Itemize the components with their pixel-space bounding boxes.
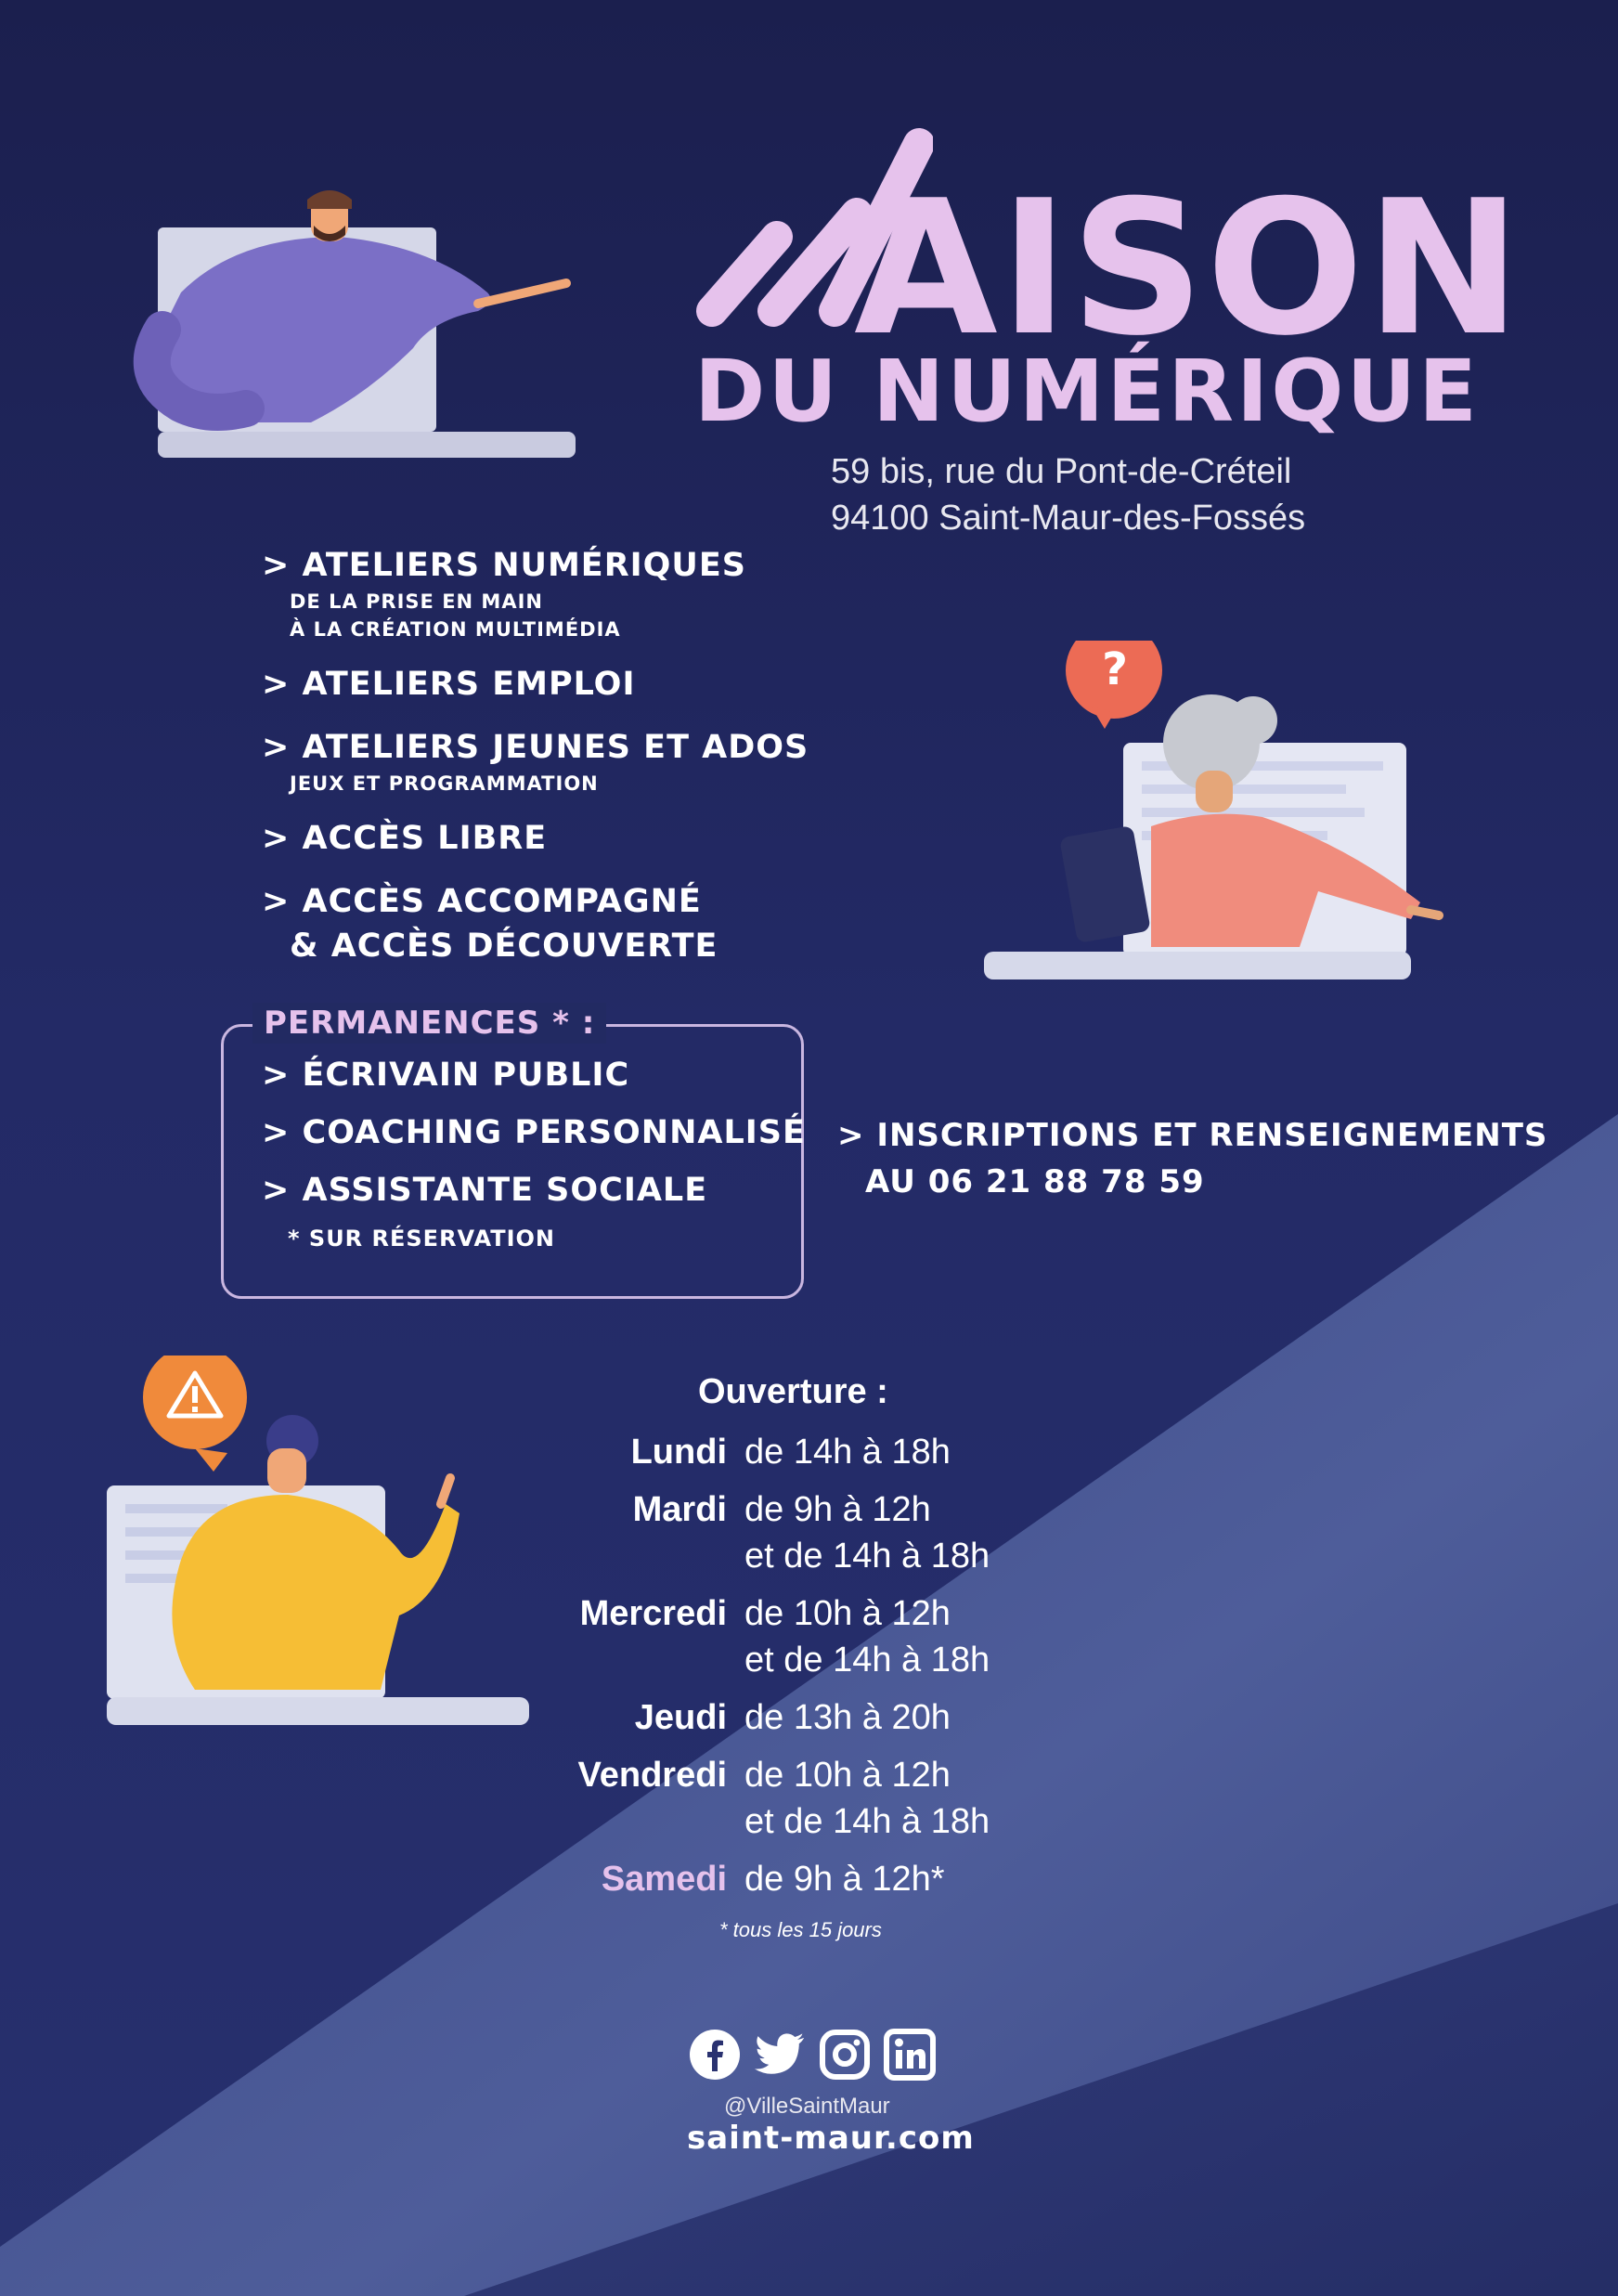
- day-jeudi: Jeudi: [634, 1698, 727, 1737]
- linkedin-icon[interactable]: [884, 2029, 936, 2081]
- services-list: [262, 543, 912, 968]
- inscriptions-line-1: > INSCRIPTIONS ET RENSEIGNEMENTS: [837, 1117, 1548, 1154]
- perm-assistante-sociale: > ASSISTANTE SOCIALE: [262, 1172, 708, 1209]
- time-jeudi: de 13h à 20h: [744, 1698, 951, 1737]
- inscriptions-block: [837, 1112, 1547, 1205]
- time-vendredi-2: et de 14h à 18h: [744, 1802, 990, 1841]
- question-mark-icon: ?: [1102, 643, 1128, 695]
- service-sub-2: À LA CRÉATION MULTIMÉDIA: [290, 618, 621, 641]
- twitter-icon[interactable]: [754, 2029, 806, 2081]
- service-sub-1: DE LA PRISE EN MAIN: [290, 590, 543, 613]
- permanences-title: PERMANENCES * :: [252, 1003, 606, 1044]
- website-link[interactable]: saint-maur.com: [687, 2120, 975, 2157]
- logo-word: AISON: [854, 161, 1523, 377]
- day-mardi: Mardi: [632, 1490, 727, 1529]
- instagram-icon[interactable]: [819, 2029, 871, 2081]
- service-sub-3: JEUX ET PROGRAMMATION: [290, 772, 599, 795]
- day-mercredi: Mercredi: [579, 1594, 727, 1633]
- service-ateliers-emploi: > ATELIERS EMPLOI: [262, 666, 636, 703]
- time-mercredi-2: et de 14h à 18h: [744, 1641, 990, 1680]
- service-acces-decouverte: & ACCÈS DÉCOUVERTE: [290, 927, 718, 965]
- social-icons: [689, 2029, 936, 2081]
- hours-title: Ouverture :: [698, 1372, 888, 1411]
- time-samedi: de 9h à 12h*: [744, 1860, 945, 1899]
- time-mardi-2: et de 14h à 18h: [744, 1537, 990, 1576]
- service-ateliers-jeunes: > ATELIERS JEUNES ET ADOS: [262, 729, 809, 766]
- facebook-icon[interactable]: [689, 2029, 741, 2081]
- address-line-2: 94100 Saint-Maur-des-Fossés: [831, 499, 1306, 538]
- hours-note: * tous les 15 jours: [719, 1918, 882, 1941]
- service-acces-libre: > ACCÈS LIBRE: [262, 820, 548, 857]
- day-lundi: Lundi: [630, 1433, 727, 1472]
- inscriptions-phone: AU 06 21 88 78 59: [865, 1163, 1205, 1200]
- time-mercredi-1: de 10h à 12h: [744, 1594, 951, 1633]
- perm-coaching: > COACHING PERSONNALISÉ: [262, 1114, 806, 1151]
- day-samedi: Samedi: [601, 1860, 727, 1899]
- warning-icon: [165, 1368, 225, 1421]
- perm-note: * SUR RÉSERVATION: [288, 1226, 555, 1252]
- logo-subtitle: DU NUMÉRIQUE: [694, 342, 1481, 441]
- illustration-purple-person-laptop: [125, 181, 580, 487]
- service-acces-accompagne: > ACCÈS ACCOMPAGNÉ: [262, 883, 702, 920]
- time-lundi: de 14h à 18h: [744, 1433, 951, 1472]
- day-vendredi: Vendredi: [577, 1756, 727, 1795]
- time-vendredi-1: de 10h à 12h: [744, 1756, 951, 1795]
- illustration-yellow-person-laptop: [93, 1356, 548, 1745]
- perm-ecrivain-public: > ÉCRIVAIN PUBLIC: [262, 1057, 630, 1094]
- service-ateliers-numeriques: > ATELIERS NUMÉRIQUES: [262, 547, 746, 584]
- illustration-pink-person-laptop: [975, 641, 1448, 1012]
- address-line-1: 59 bis, rue du Pont-de-Créteil: [831, 452, 1292, 491]
- time-mardi-1: de 9h à 12h: [744, 1490, 931, 1529]
- social-handle: @VilleSaintMaur: [724, 2094, 890, 2119]
